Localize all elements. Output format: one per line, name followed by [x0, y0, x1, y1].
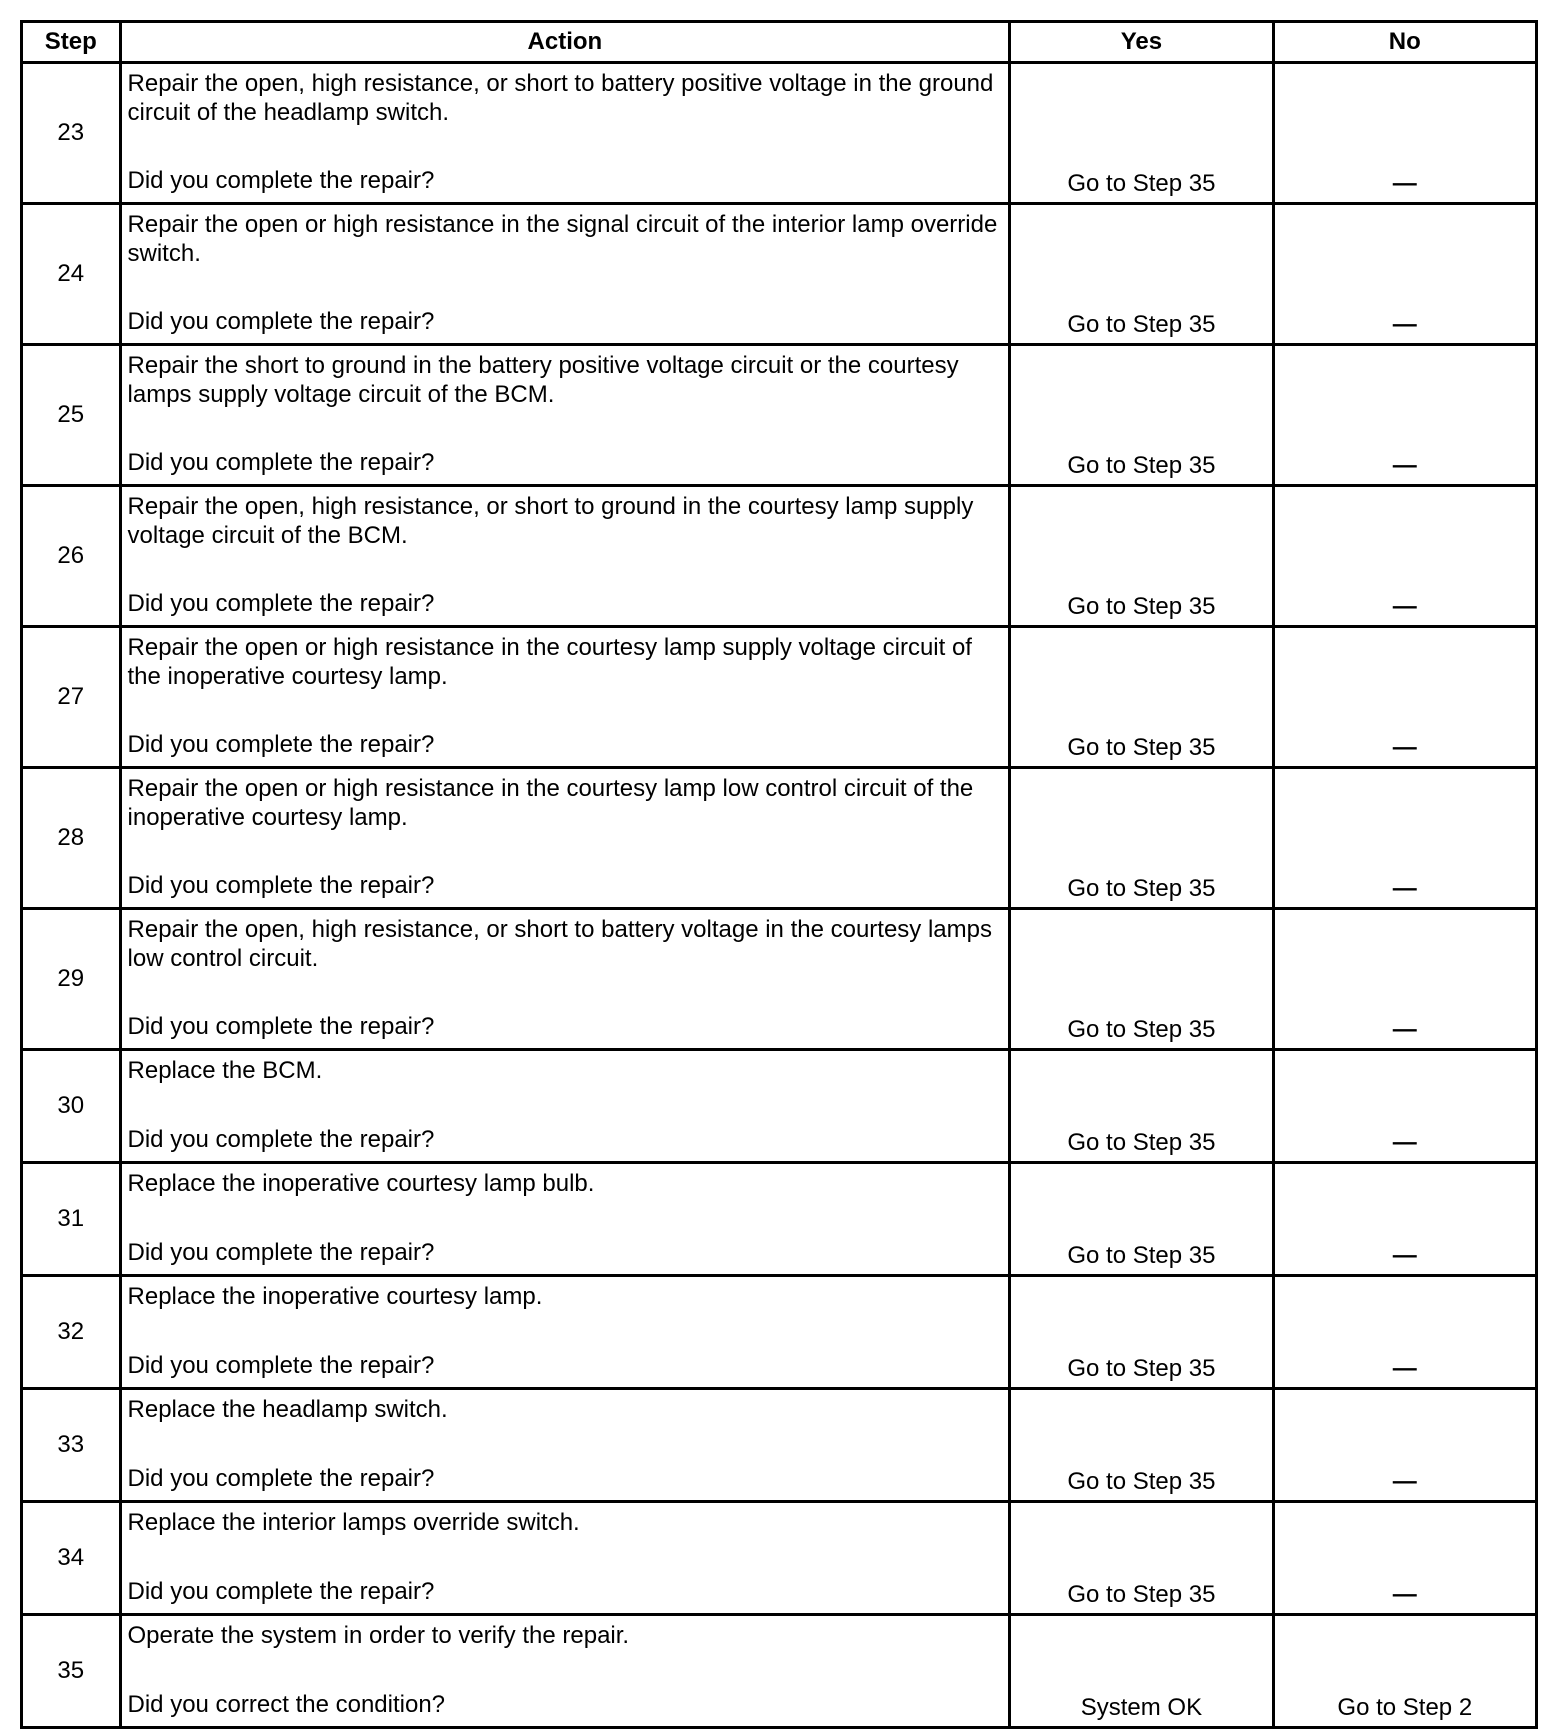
action-cell [120, 1163, 1010, 1276]
action-cell [120, 1389, 1010, 1502]
action-cell [120, 1502, 1010, 1615]
table-row [22, 63, 1537, 204]
yes-result: Go to Step 35 [1010, 1163, 1273, 1276]
no-result: — [1273, 1050, 1536, 1163]
step-number: 32 [22, 1276, 121, 1389]
action-question: Did you complete the repair? [127, 872, 435, 899]
no-result: — [1273, 768, 1536, 909]
action-text: Replace the interior lamps override switch. [127, 1509, 580, 1536]
step-number: 33 [22, 1389, 121, 1502]
action-cell [120, 204, 1010, 345]
step-number: 30 [22, 1050, 121, 1163]
no-result: Go to Step 2 [1273, 1615, 1536, 1728]
action-text: Repair the open or high resistance in the courtesy lamp supply voltage circuit of the inoperative courtesy lamp. [127, 634, 972, 690]
action-cell [120, 63, 1010, 204]
diagnostic-table [20, 20, 1538, 1729]
table-row [22, 1615, 1537, 1728]
action-text: Replace the inoperative courtesy lamp. [127, 1283, 543, 1310]
yes-result: Go to Step 35 [1010, 1276, 1273, 1389]
no-result: — [1273, 1389, 1536, 1502]
action-text: Repair the open, high resistance, or short to ground in the courtesy lamp supply voltage circuit of the BCM. [127, 493, 974, 549]
step-number: 24 [22, 204, 121, 345]
yes-result: Go to Step 35 [1010, 345, 1273, 486]
step-number: 28 [22, 768, 121, 909]
table-row [22, 486, 1537, 627]
step-number: 34 [22, 1502, 121, 1615]
yes-result: Go to Step 35 [1010, 1502, 1273, 1615]
action-question: Did you complete the repair? [127, 1578, 435, 1605]
step-number: 29 [22, 909, 121, 1050]
action-question: Did you complete the repair? [127, 590, 435, 617]
yes-result: Go to Step 35 [1010, 768, 1273, 909]
action-question: Did you complete the repair? [127, 1352, 435, 1379]
table-row [22, 345, 1537, 486]
table-row [22, 1389, 1537, 1502]
action-question: Did you complete the repair? [127, 308, 435, 335]
no-result: — [1273, 345, 1536, 486]
yes-result: Go to Step 35 [1010, 63, 1273, 204]
action-text: Replace the BCM. [127, 1057, 323, 1084]
action-question: Did you complete the repair? [127, 1239, 435, 1266]
action-text: Repair the open, high resistance, or short to battery voltage in the courtesy lamps low control circuit. [127, 916, 992, 972]
action-question: Did you complete the repair? [127, 1465, 435, 1492]
step-number: 25 [22, 345, 121, 486]
action-cell [120, 627, 1010, 768]
no-result: — [1273, 63, 1536, 204]
yes-result: Go to Step 35 [1010, 909, 1273, 1050]
table-row [22, 1276, 1537, 1389]
table-row [22, 627, 1537, 768]
action-text: Repair the open or high resistance in the courtesy lamp low control circuit of the inoperative courtesy lamp. [127, 775, 974, 831]
no-result: — [1273, 1163, 1536, 1276]
step-number: 31 [22, 1163, 121, 1276]
action-text: Operate the system in order to verify the repair. [127, 1622, 630, 1649]
action-text: Repair the open or high resistance in the signal circuit of the interior lamp override switch. [127, 211, 998, 267]
table-row [22, 909, 1537, 1050]
action-question: Did you complete the repair? [127, 1126, 435, 1153]
yes-result: System OK [1010, 1615, 1273, 1728]
action-cell [120, 1615, 1010, 1728]
action-cell [120, 345, 1010, 486]
table-row [22, 204, 1537, 345]
action-question: Did you correct the condition? [127, 1691, 446, 1718]
yes-result: Go to Step 35 [1010, 1050, 1273, 1163]
no-result: — [1273, 1502, 1536, 1615]
no-result: — [1273, 486, 1536, 627]
no-result: — [1273, 1276, 1536, 1389]
yes-result: Go to Step 35 [1010, 1389, 1273, 1502]
action-question: Did you complete the repair? [127, 449, 435, 476]
yes-result: Go to Step 35 [1010, 486, 1273, 627]
step-number: 27 [22, 627, 121, 768]
action-text: Replace the headlamp switch. [127, 1396, 448, 1423]
table-row [22, 1050, 1537, 1163]
action-cell [120, 486, 1010, 627]
action-question: Did you complete the repair? [127, 1013, 435, 1040]
table-row [22, 1502, 1537, 1615]
no-result: — [1273, 909, 1536, 1050]
step-number: 35 [22, 1615, 121, 1728]
action-cell [120, 1050, 1010, 1163]
action-question: Did you complete the repair? [127, 731, 435, 758]
header-yes: Yes [1010, 22, 1273, 63]
action-cell [120, 1276, 1010, 1389]
no-result: — [1273, 627, 1536, 768]
action-text: Repair the short to ground in the battery positive voltage circuit or the courtesy lamps supply voltage circuit of the BCM. [127, 352, 959, 408]
action-text: Replace the inoperative courtesy lamp bulb. [127, 1170, 595, 1197]
step-number: 23 [22, 63, 121, 204]
action-text: Repair the open, high resistance, or short to battery positive voltage in the ground circuit of the headlamp switch. [127, 70, 994, 126]
action-cell [120, 909, 1010, 1050]
yes-result: Go to Step 35 [1010, 204, 1273, 345]
table-row [22, 768, 1537, 909]
table-row [22, 1163, 1537, 1276]
header-action: Action [120, 22, 1010, 63]
yes-result: Go to Step 35 [1010, 627, 1273, 768]
header-no: No [1273, 22, 1536, 63]
step-number: 26 [22, 486, 121, 627]
header-step: Step [22, 22, 121, 63]
no-result: — [1273, 204, 1536, 345]
action-cell [120, 768, 1010, 909]
header-row [22, 22, 1537, 63]
diagnostic-table-page [20, 20, 1538, 1721]
action-question: Did you complete the repair? [127, 167, 435, 194]
